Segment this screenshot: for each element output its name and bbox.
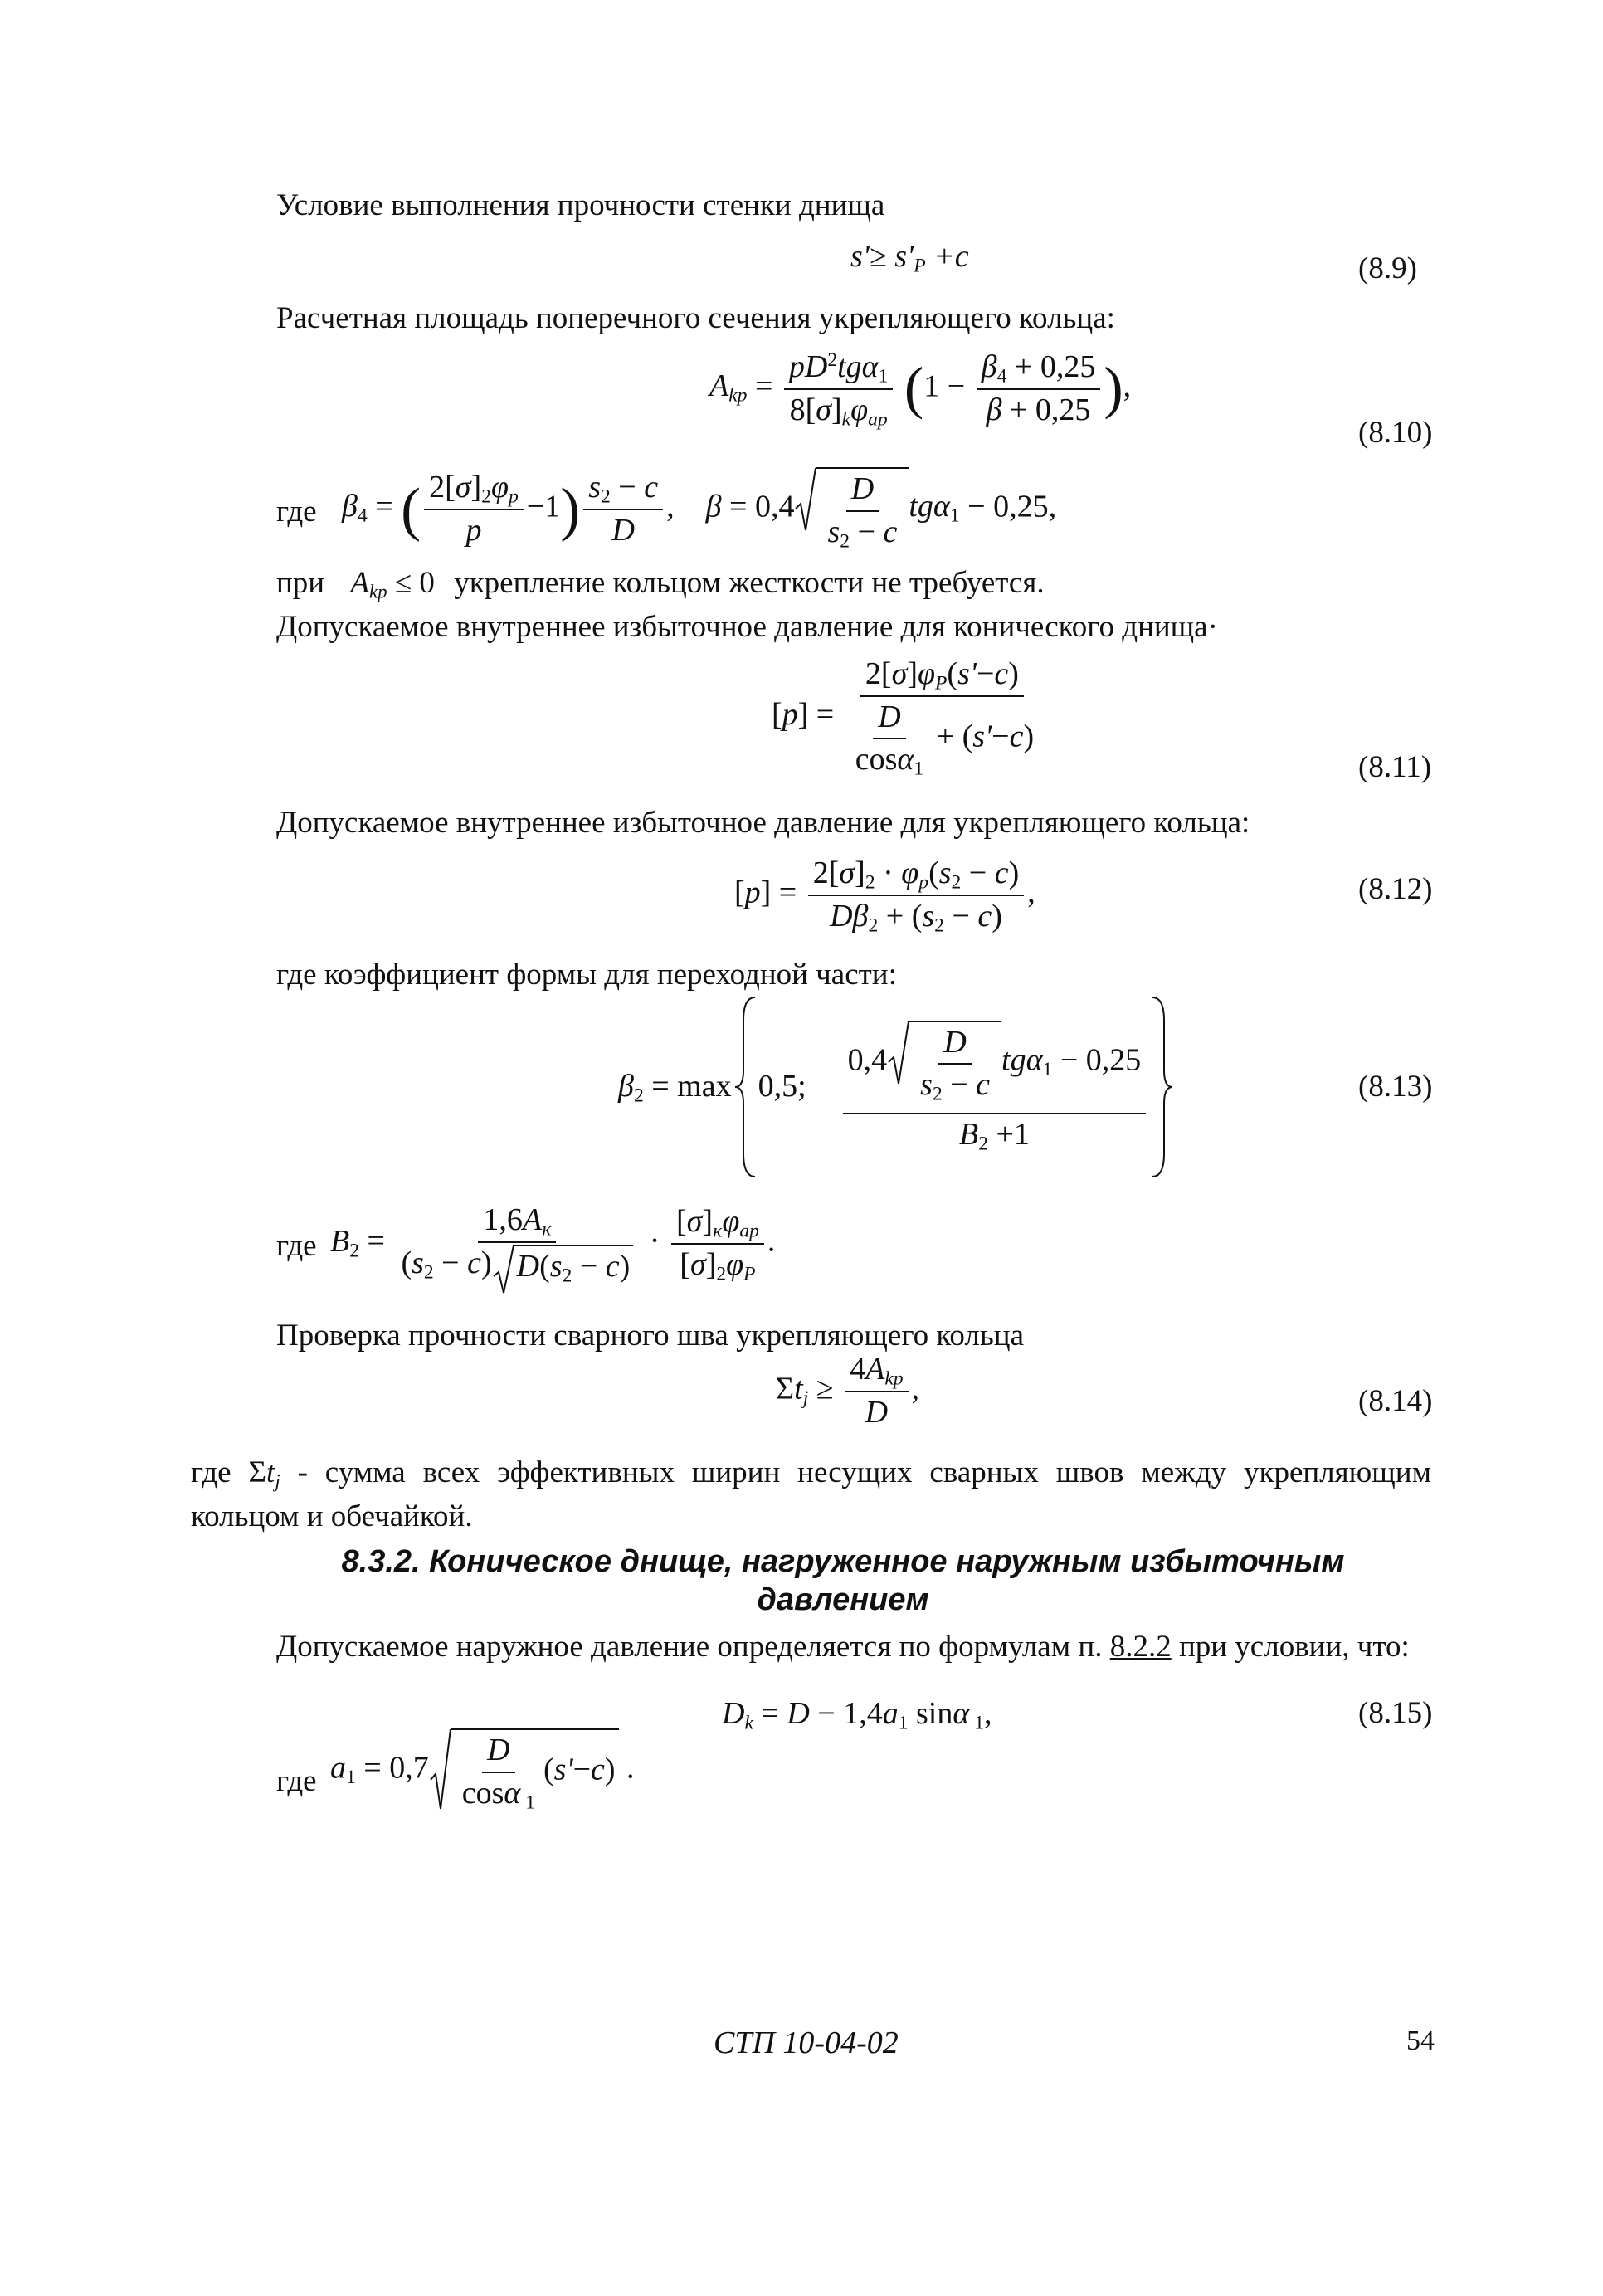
section-heading-line1: 8.3.2. Коническое днище, нагруженное наружным избыточным <box>341 1544 1345 1579</box>
pri-label: при <box>276 566 325 600</box>
formula-beta4-beta: $\beta_4$ = ( $\frac{2[\sigma]_2\varphi_p}{p}$ −1) $\frac{s_2 - c}{D}$ , β = 0,4 $\frac{D}{s_2 - c}$ tgα$_1$ − 0,25, <box>342 467 1056 551</box>
formula-8-15: $D_k = D - 1,4a_1$ sinα $_1$, <box>722 1696 992 1734</box>
paragraph-shape-factor: где коэффициент формы для переходной части: <box>276 958 897 992</box>
footer-doc-code: СТП 10-04-02 <box>714 2025 899 2060</box>
section-heading-line2: давлением <box>757 1582 929 1617</box>
section-link-8-2-2[interactable]: 8.2.2 <box>1109 1630 1172 1664</box>
formula-8-11: [p] = $2[\sigma]\varphi_P(s'-c)$ $\frac{D}{\cos\alpha_1}$ + (s'−c) <box>772 656 1035 780</box>
where-label-beta4: где <box>276 495 317 529</box>
formula-b2: $B_2$ = $1,6A_\kappa$ $(s_2 - c)$ $D(s_2 - c)$ · $\frac{[\sigma]_\kappa\varphi_{ap}}{[\sigma]_2\varphi_P}$ . <box>330 1202 775 1286</box>
eq-number-8-13: (8.13) <box>1358 1070 1433 1104</box>
where-label-a1: где <box>276 1764 317 1798</box>
eq-number-8-14: (8.14) <box>1358 1384 1433 1418</box>
formula-8-14: $\Sigma t_j$ ≥ $\frac{4A_{kp}}{D}$ , <box>776 1352 920 1430</box>
eq-number-8-11: (8.11) <box>1358 750 1432 784</box>
eq-number-8-12: (8.12) <box>1358 872 1433 906</box>
formula-8-12: [p] = $\frac{2[\sigma]_2 \cdot \varphi_p(s_2 - c)}{D\beta_2 + (s_2 - c)}$ , <box>734 856 1035 937</box>
right-brace-icon <box>1151 996 1174 1178</box>
formula-a1: $a_1 = 0,7$ $\frac{D}{\cos\alpha _1}$ (s'−c) . <box>330 1728 635 1812</box>
eq-number-8-10: (8.10) <box>1358 416 1433 450</box>
weld-sum-text: - сумма всех эффективных ширин несущих сварных швов между укрепляющим кольцом и обечайкой. <box>191 1455 1431 1533</box>
eq-number-8-9: (8.9) <box>1358 251 1417 285</box>
paragraph-internal-pressure-ring: Допускаемое внутреннее избыточное давление для укрепляющего кольца: <box>276 806 1250 840</box>
pri-rest: укрепление кольцом жесткости не требуется. <box>454 566 1045 600</box>
left-brace-icon <box>733 996 757 1178</box>
formula-8-10: $A_{kp}$ = $\frac{pD^2tg\alpha_1}{8[\sigma]_k\varphi_{ap}}$ (1 − $\frac{\beta_4 + 0,25}{\beta + 0,25}$ ), <box>709 349 1132 431</box>
formula-8-9: $s'\ge s'_P +c$ <box>850 239 969 277</box>
formula-8-13: $\beta_2 = \max$ 0,5; 0,4 $\frac{D}{s_2 - c}$ tgα$_1$ − 0,25 $B_2 +1$ <box>618 996 1174 1178</box>
page-number: 54 <box>1406 2025 1435 2056</box>
condition-no-ring: при $A_{kp} \le 0$ укрепление кольцом жесткости не требуется. <box>276 566 1045 602</box>
section-heading <box>0 1543 1603 1619</box>
where-label-b2: где <box>276 1229 317 1263</box>
paragraph-external-pressure: Допускаемое наружное давление определяется по формулам п. 8.2.2 при условии, что: <box>276 1630 1410 1664</box>
paragraph-internal-pressure-cone: Допускаемое внутреннее избыточное давление для конического днища· <box>276 610 1218 644</box>
sqrt-radical-icon <box>429 1728 451 1811</box>
paragraph-weld-check: Проверка прочности сварного шва укрепляющего кольца <box>276 1319 1024 1353</box>
sqrt-radical-icon <box>887 1021 909 1087</box>
paragraph-strength-condition: Условие выполнения прочности стенки днища <box>276 188 885 222</box>
eq-number-8-15: (8.15) <box>1358 1696 1433 1730</box>
paragraph-weld-sum-definition: где $\Sigma t_j$ - сумма всех эффективных ширин несущих сварных швов между укрепляющим кольцом и обечайкой. <box>191 1455 1431 1533</box>
paragraph-cross-section: Расчетная площадь поперечного сечения укрепляющего кольца: <box>276 301 1115 335</box>
sqrt-radical-icon <box>794 467 816 534</box>
sqrt-radical-icon <box>492 1245 514 1294</box>
